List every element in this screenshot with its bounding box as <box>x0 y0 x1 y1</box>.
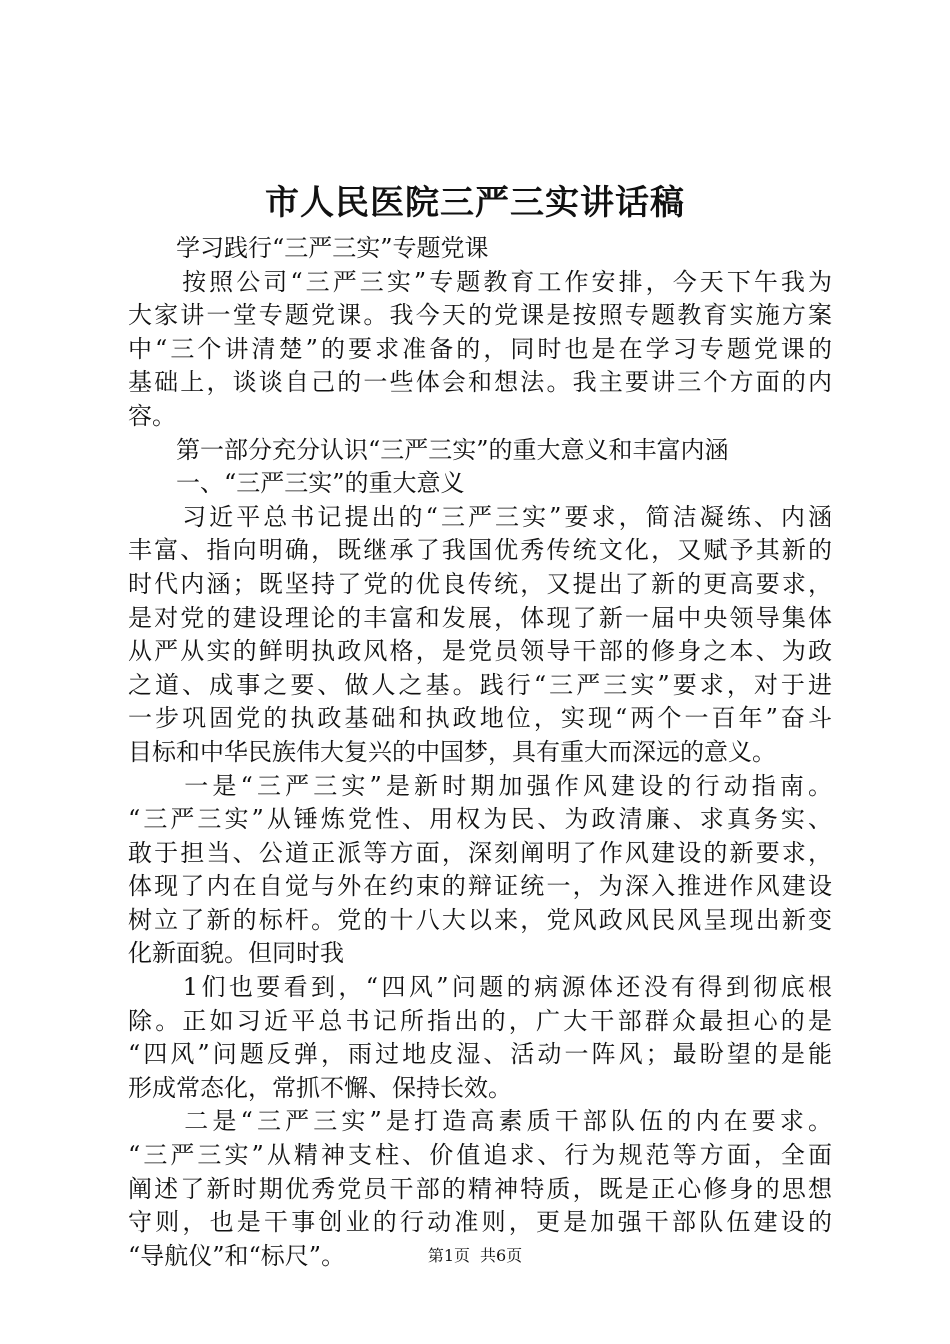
paragraph-line: 一步巩固党的执政基础和执政地位，实现“两个一百年”奋斗 <box>128 704 832 733</box>
page-total: 共6页 <box>480 1246 523 1265</box>
paragraph-line: 学习践行“三严三实”专题党课 <box>128 234 489 262</box>
paragraph-line: 一、“三严三实”的重大意义 <box>128 469 465 498</box>
paragraph-line: “导航仪”和“标尺”。 <box>128 1241 346 1270</box>
paragraph-line: 基础上，谈谈自己的一些体会和想法。我主要讲三个方面的内 <box>128 368 832 397</box>
paragraph-line: 中“三个讲清楚”的要求准备的，同时也是在学习专题党课的 <box>128 334 832 363</box>
paragraph-line: 1们也要看到，“四风”问题的病源体还没有得到彻底根 <box>128 973 832 1002</box>
paragraph-line: 一是“三严三实”是新时期加强作风建设的行动指南。 <box>128 771 832 800</box>
paragraph-line: 按照公司“三严三实”专题教育工作安排，今天下午我为 <box>128 267 832 296</box>
paragraph-line: “四风”问题反弹，雨过地皮湿、活动一阵风；最盼望的是能 <box>128 1040 832 1069</box>
paragraph-line: 时代内涵；既坚持了党的优良传统，又提出了新的更高要求， <box>128 569 832 598</box>
document-title: 市人民医院三严三实讲话稿 <box>265 183 685 223</box>
paragraph-line: 形成常态化，常抓不懈、保持长效。 <box>128 1073 512 1102</box>
page-number: 第1页 <box>427 1246 470 1265</box>
paragraph-line: 阐述了新时期优秀党员干部的精神特质，既是正心修身的思想 <box>128 1174 832 1203</box>
paragraph-line: 守则，也是干事创业的行动准则，更是加强干部队伍建设的 <box>128 1208 832 1237</box>
paragraph-line: 之道、成事之要、做人之基。践行“三严三实”要求，对于进 <box>128 670 832 699</box>
paragraph-line: 习近平总书记提出的“三严三实”要求，简洁凝练、内涵 <box>128 502 832 531</box>
paragraph-line: 除。正如习近平总书记所指出的，广大干部群众最担心的是 <box>128 1006 832 1035</box>
paragraph-line: 二是“三严三实”是打造高素质干部队伍的内在要求。 <box>128 1107 832 1136</box>
page-footer <box>0 1245 950 1267</box>
paragraph-line: 敢于担当、公道正派等方面，深刻阐明了作风建设的新要求， <box>128 838 832 867</box>
paragraph-line: 容。 <box>128 401 176 430</box>
paragraph-line: 树立了新的标杆。党的十八大以来，党风政风民风呈现出新变 <box>128 905 832 934</box>
paragraph-line: 目标和中华民族伟大复兴的中国梦，具有重大而深远的意义。 <box>128 737 776 766</box>
paragraph-line: 从严从实的鲜明执政风格，是党员领导干部的修身之本、为政 <box>128 637 832 666</box>
paragraph-line: “三严三实”从精神支柱、价值追求、行为规范等方面，全面 <box>128 1141 832 1170</box>
paragraph-line: 第一部分充分认识“三严三实”的重大意义和丰富内涵 <box>128 435 729 464</box>
paragraph-line: “三严三实”从锤炼党性、用权为民、为政清廉、求真务实、 <box>128 805 832 834</box>
paragraph-line: 是对党的建设理论的丰富和发展，体现了新一届中央领导集体 <box>128 603 832 632</box>
paragraph-line: 大家讲一堂专题党课。我今天的党课是按照专题教育实施方案 <box>128 301 832 330</box>
paragraph-line: 化新面貌。但同时我 <box>128 939 344 968</box>
document-body <box>128 232 832 1273</box>
paragraph-line: 体现了内在自觉与外在约束的辩证统一，为深入推进作风建设 <box>128 872 832 901</box>
paragraph-line: 丰富、指向明确，既继承了我国优秀传统文化，又赋予其新的 <box>128 536 832 565</box>
